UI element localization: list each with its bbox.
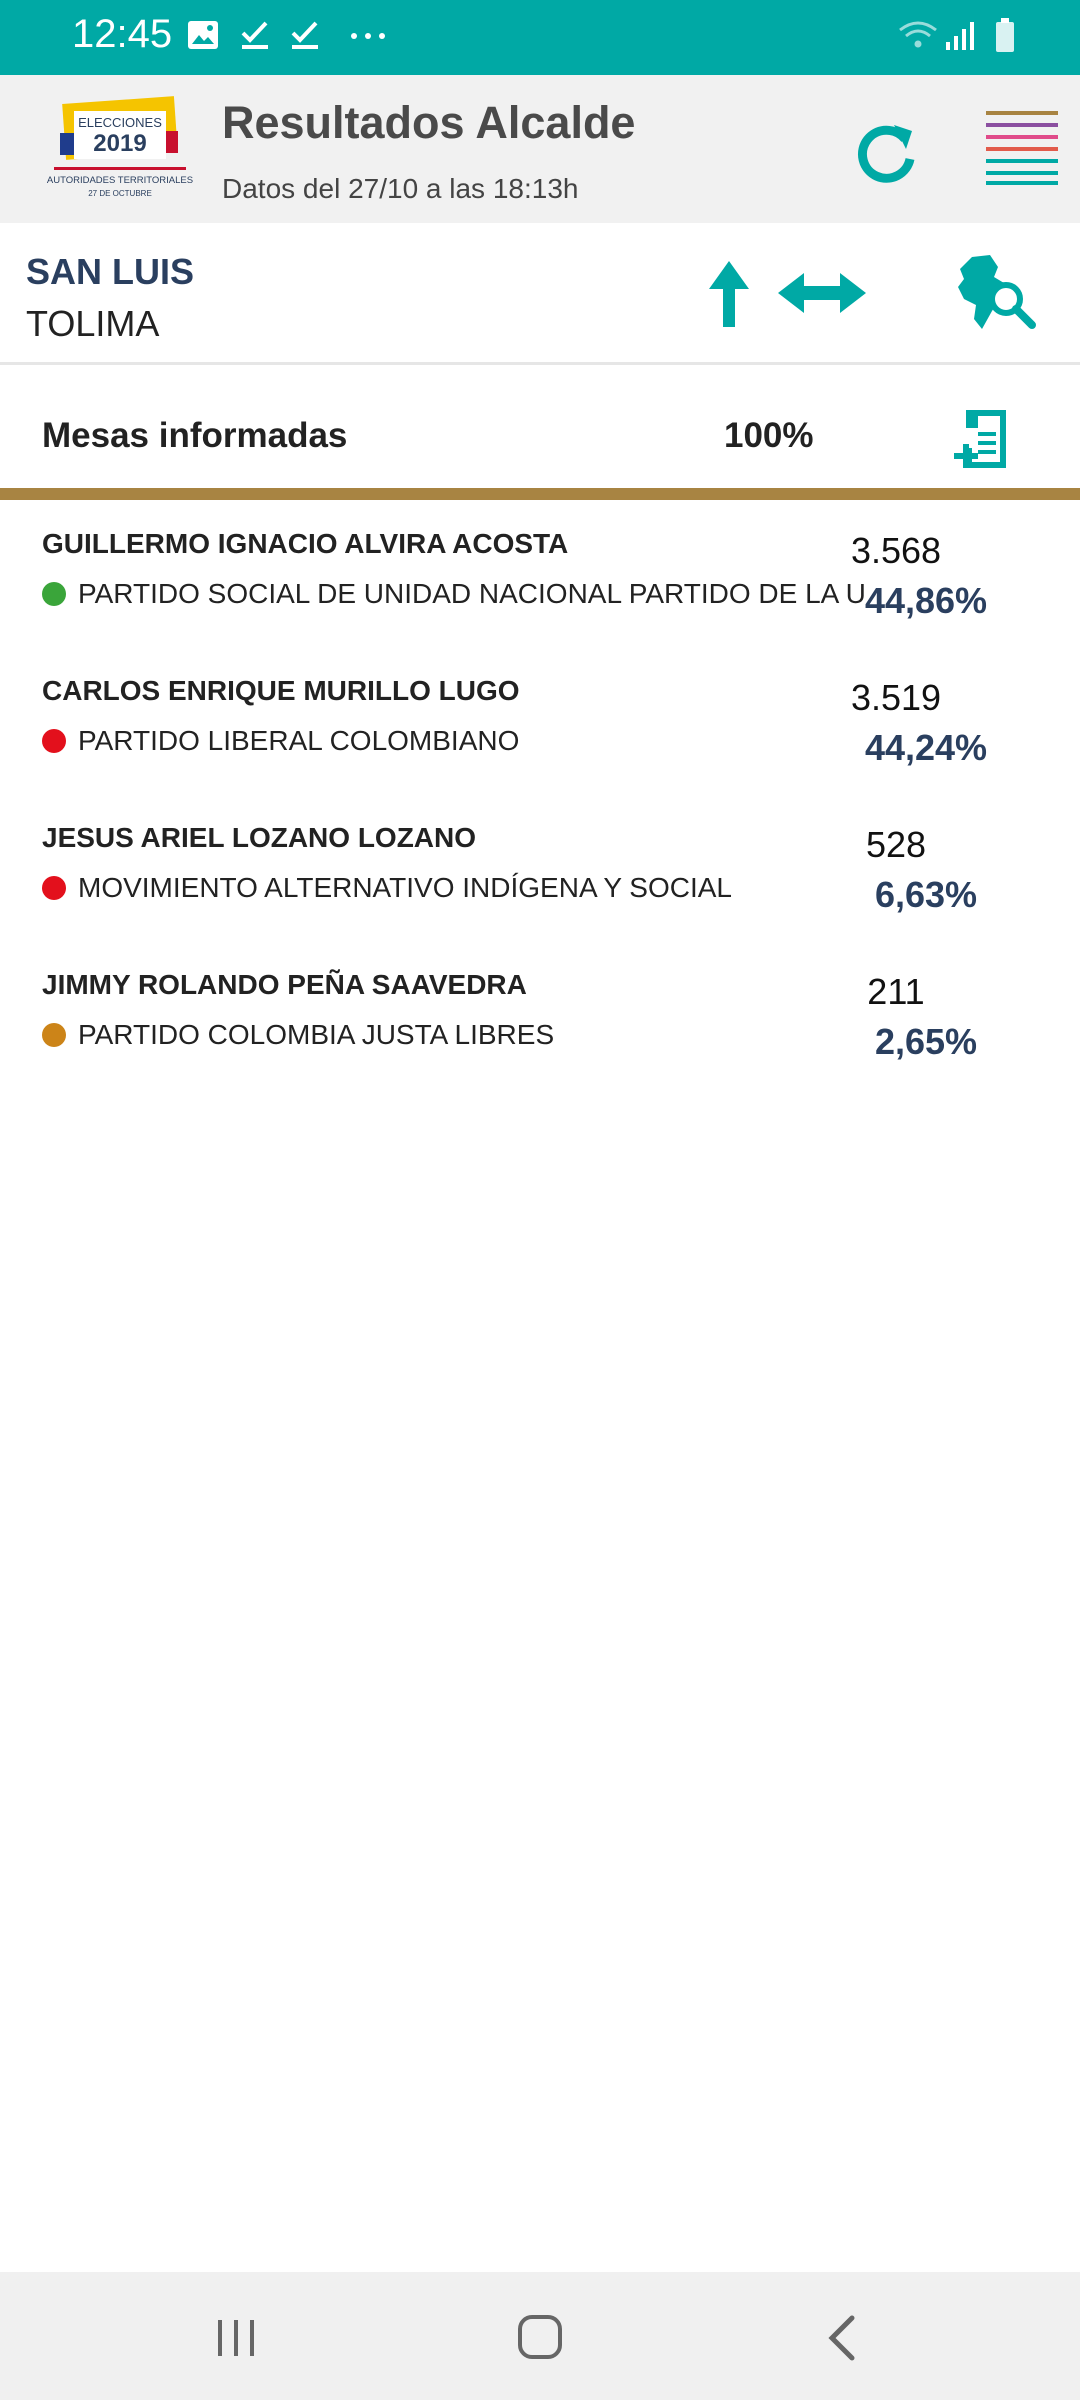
list-item[interactable]: [0, 941, 1080, 1088]
department-name: TOLIMA: [26, 303, 160, 344]
vote-count: 3.519: [850, 677, 942, 718]
wifi-icon: [900, 23, 936, 48]
svg-text:AUTORIDADES TERRITORIALES: AUTORIDADES TERRITORIALES: [46, 175, 194, 186]
arrow-up-icon[interactable]: [706, 259, 752, 334]
check-icon: [238, 18, 272, 57]
party-label: PARTIDO COLOMBIA JUSTA LIBRES: [78, 1019, 555, 1050]
party-label: PARTIDO LIBERAL COLOMBIANO: [78, 725, 520, 756]
battery-icon: [996, 18, 1014, 52]
candidate-name: JESUS ARIEL LOZANO LOZANO: [42, 822, 477, 853]
list-item[interactable]: [0, 647, 1080, 794]
recent-apps-icon[interactable]: [176, 2272, 296, 2400]
party-color-dot: [42, 729, 66, 753]
vote-count: 528: [865, 824, 927, 865]
party-name: [42, 1019, 554, 1051]
mesas-percent: 100%: [724, 416, 814, 455]
status-time: 12:45: [72, 12, 173, 56]
list-item[interactable]: [0, 794, 1080, 941]
results-list: [0, 500, 1080, 1088]
candidate-name: CARLOS ENRIQUE MURILLO LUGO: [42, 675, 520, 706]
page-title: Resultados Alcalde: [222, 97, 636, 148]
more-icon: [348, 18, 388, 57]
svg-text:27 DE OCTUBRE: 27 DE OCTUBRE: [88, 189, 152, 198]
back-icon[interactable]: [780, 2272, 900, 2400]
vote-count: 211: [867, 971, 925, 1012]
location-header: [0, 223, 1080, 365]
section-divider: [0, 488, 1080, 500]
party-label: PARTIDO SOCIAL DE UNIDAD NACIONAL PARTIDO DE LA U: [78, 578, 866, 609]
refresh-icon[interactable]: [852, 117, 922, 187]
status-right-icons: [898, 16, 1028, 61]
vote-percent: 44,86%: [864, 580, 988, 621]
image-icon: [186, 18, 220, 57]
menu-icon[interactable]: [984, 109, 1060, 185]
party-color-dot: [42, 582, 66, 606]
signal-icon: [946, 22, 974, 50]
data-timestamp: Datos del 27/10 a las 18:13h: [222, 173, 579, 204]
party-label: MOVIMIENTO ALTERNATIVO INDÍGENA Y SOCIAL: [78, 872, 733, 903]
party-name: [42, 872, 732, 904]
party-name: [42, 725, 519, 757]
svg-text:2019: 2019: [93, 130, 147, 157]
add-document-icon[interactable]: [950, 408, 1012, 472]
vote-percent: 44,24%: [864, 727, 988, 768]
home-icon[interactable]: [480, 2272, 600, 2400]
party-color-dot: [42, 1023, 66, 1047]
vote-percent: 6,63%: [874, 874, 978, 915]
vote-percent: 2,65%: [874, 1021, 978, 1062]
navigation-bar: [0, 2272, 1080, 2400]
mesas-informadas-bar: [0, 368, 1080, 488]
arrow-left-right-icon[interactable]: [776, 271, 868, 320]
map-search-icon[interactable]: [954, 253, 1038, 338]
elecciones-logo: [44, 95, 194, 205]
mesas-label: Mesas informadas: [42, 416, 348, 455]
svg-text:ELECCIONES: ELECCIONES: [78, 115, 162, 130]
vote-count: 3.568: [850, 530, 942, 571]
party-name: [42, 578, 866, 610]
app-header: [0, 75, 1080, 223]
status-bar: [0, 0, 1080, 75]
list-item[interactable]: [0, 500, 1080, 647]
municipality-name: SAN LUIS: [26, 251, 195, 292]
candidate-name: JIMMY ROLANDO PEÑA SAAVEDRA: [42, 969, 527, 1000]
party-color-dot: [42, 876, 66, 900]
check-icon: [288, 18, 322, 57]
candidate-name: GUILLERMO IGNACIO ALVIRA ACOSTA: [42, 528, 569, 559]
